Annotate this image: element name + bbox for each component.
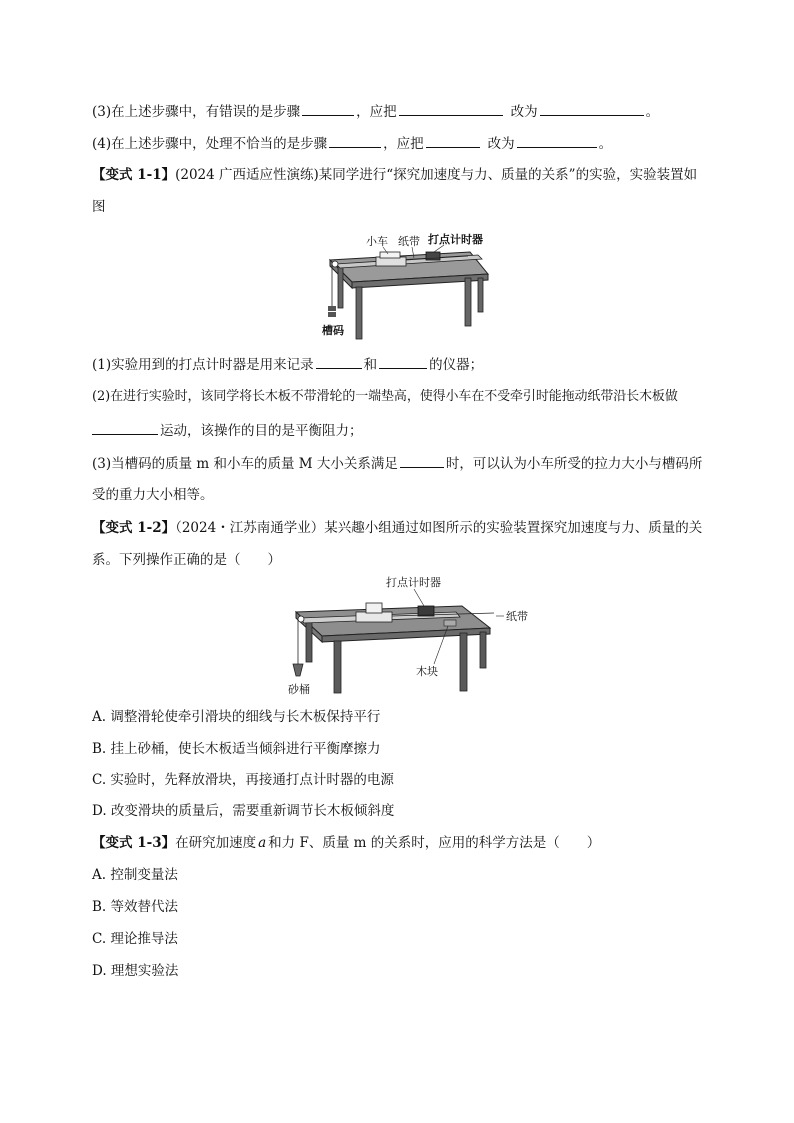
q4-blank-1[interactable] <box>329 133 381 148</box>
v12-option-a[interactable] <box>92 707 714 727</box>
q4-text-d: 。 <box>598 136 613 152</box>
v11-label-weight: 槽码 <box>322 324 344 337</box>
v11-label-timer: 打点计时器 <box>428 233 483 246</box>
q3-blank-1[interactable] <box>302 101 354 116</box>
v11-heading: 【变式 1-1】 <box>92 167 176 183</box>
v12-question-line1 <box>92 518 714 538</box>
v11-p2-text-1: (2)在进行实验时，该同学将长木板不带滑轮的一端垫高，使得小车在不受牵引时能拖动纸带沿长木板做 <box>92 389 678 404</box>
v13-question-line <box>92 833 714 853</box>
v11-p2-line2 <box>92 420 714 441</box>
v11-p3-text-2: 受的重力大小相等。 <box>92 487 214 503</box>
v12-label-timer: 打点计时器 <box>386 576 441 589</box>
v12-option-d[interactable] <box>92 801 714 821</box>
v12-option-b-text: B. 挂上砂桶，使长木板适当倾斜进行平衡摩擦力 <box>92 741 381 757</box>
v12-text-1: （2024・江苏南通学业）某兴趣小组通过如图所示的实验装置探究加速度与力、质量的关 <box>175 520 703 536</box>
v13-option-b[interactable] <box>92 897 714 917</box>
v11-p1-blank-2[interactable] <box>379 354 427 369</box>
v11-text-2: 图 <box>92 199 106 215</box>
v11-p1 <box>92 354 714 375</box>
v12-question-line2 <box>92 550 714 570</box>
v11-p3-line1 <box>92 453 714 474</box>
v11-label-tape: 纸带 <box>398 235 420 248</box>
v13-text-a: 在研究加速度 <box>175 835 257 851</box>
v11-apparatus-figure <box>318 230 498 342</box>
v11-text-1: (2024 广西适应性演练)某同学进行“探究加速度与力、质量的关系”的实验，实验装置如 <box>175 167 698 183</box>
v11-p3-b: 时，可以认为小车所受的拉力大小与槽码所 <box>445 456 703 472</box>
v11-p3-line2 <box>92 485 714 505</box>
v13-heading: 【变式 1-3】 <box>92 835 176 851</box>
v12-heading: 【变式 1-2】 <box>92 520 176 536</box>
v12-apparatus-svg <box>284 572 534 698</box>
v12-apparatus-figure <box>284 572 534 698</box>
q4-blank-2[interactable] <box>426 133 480 148</box>
v12-option-b[interactable] <box>92 739 714 759</box>
q3-blank-3[interactable] <box>540 101 644 116</box>
v12-option-d-text: D. 改变滑块的质量后，需要重新调节长木板倾斜度 <box>92 803 395 819</box>
v13-option-c-text: C. 理论推导法 <box>92 931 178 947</box>
v11-p1-b: 和 <box>363 357 378 373</box>
v13-option-b-text: B. 等效替代法 <box>92 899 179 915</box>
v12-label-bucket: 砂桶 <box>288 683 310 696</box>
v13-option-a-text: A. 控制变量法 <box>92 867 178 883</box>
v11-label-cart: 小车 <box>366 235 388 248</box>
v13-option-d-text: D. 理想实验法 <box>92 963 179 979</box>
q3-text-d: 。 <box>645 104 660 120</box>
v11-p2-blank[interactable] <box>92 420 158 435</box>
q3-blank-2[interactable] <box>399 101 503 116</box>
q4-text-b: ，应把 <box>383 136 424 152</box>
v11-p1-a: (1)实验用到的打点计时器是用来记录 <box>92 357 314 373</box>
v11-apparatus-svg <box>318 230 498 342</box>
v12-label-tape: 纸带 <box>506 610 528 623</box>
v12-option-c-text: C. 实验时，先释放滑块，再接通打点计时器的电源 <box>92 772 394 788</box>
v12-text-2: 系。下列操作正确的是（ ） <box>92 552 281 568</box>
v13-option-c[interactable] <box>92 929 714 949</box>
v12-option-c[interactable] <box>92 770 714 790</box>
v11-question-line2 <box>92 197 714 217</box>
q4-blank-3[interactable] <box>517 133 597 148</box>
v13-var-a: a <box>258 835 267 851</box>
q3-text-b: ，应把 <box>356 104 397 120</box>
q3-text-a: (3)在上述步骤中，有错误的是步骤 <box>92 104 301 120</box>
v12-option-a-text: A. 调整滑轮使牵引滑块的细线与长木板保持平行 <box>92 709 381 725</box>
q4-text-c: 改为 <box>487 136 515 152</box>
q3-line <box>92 101 714 122</box>
q4-text-a: (4)在上述步骤中，处理不恰当的是步骤 <box>92 136 328 152</box>
v11-p2-text-2: 运动，该操作的目的是平衡阻力； <box>160 423 363 439</box>
v11-p1-blank-1[interactable] <box>316 354 362 369</box>
v11-question-line1 <box>92 165 714 185</box>
v11-p3-blank[interactable] <box>400 453 444 468</box>
v11-p1-c: 的仪器； <box>429 357 484 373</box>
q3-text-c: 改为 <box>510 104 538 120</box>
v13-option-a[interactable] <box>92 865 714 885</box>
v13-option-d[interactable] <box>92 961 714 981</box>
v11-p3-a: (3)当槽码的质量 m 和小车的质量 M 大小关系满足 <box>92 456 398 472</box>
v11-p2-line1 <box>92 387 714 407</box>
v12-label-block: 木块 <box>416 665 438 678</box>
q4-line <box>92 133 714 154</box>
v13-text-b: 和力 F、质量 m 的关系时，应用的科学方法是（ ） <box>268 835 601 851</box>
